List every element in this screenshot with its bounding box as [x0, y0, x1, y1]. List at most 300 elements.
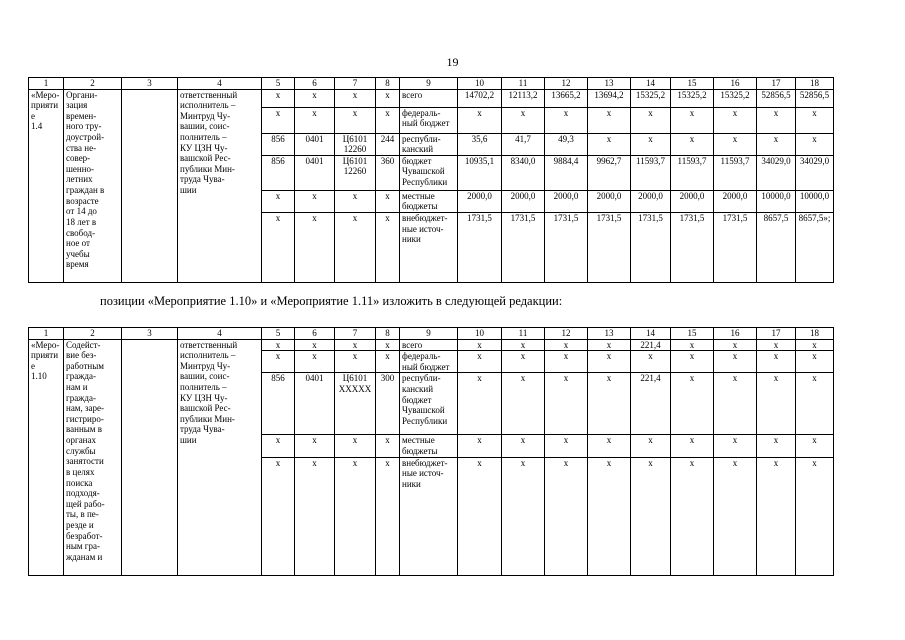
- column-number-row: [29, 328, 834, 340]
- column-number: 5: [262, 328, 295, 340]
- executor-line: полнитель –: [180, 382, 227, 393]
- amount-cell: х: [588, 107, 631, 133]
- executor-line: вашской Рес-: [180, 153, 231, 164]
- target-article-cell: [335, 351, 376, 373]
- target-article-line: 12260: [343, 144, 367, 155]
- amount-cell: х: [714, 351, 757, 373]
- measure-number-line: 1.4: [31, 121, 43, 132]
- target-article-line: х: [352, 339, 358, 350]
- amount-cell: 1731,5: [458, 213, 502, 283]
- executor-line: Минтруд Чу-: [180, 360, 231, 371]
- target-article-cell: [335, 213, 376, 283]
- target-article-line: Ц6101: [342, 155, 368, 166]
- amount-cell: 52856,5: [757, 89, 796, 107]
- executor-line: труда Чува-: [180, 174, 225, 185]
- funding-source-cell: [400, 155, 458, 190]
- amount-cell: 2000,0: [545, 190, 588, 212]
- measure-name-line: ным гра-: [66, 541, 100, 552]
- executor-line: вашской Рес-: [180, 403, 231, 414]
- amount-cell: х: [458, 351, 502, 373]
- target-article-cell: [335, 373, 376, 435]
- funding-source-line: Республики: [402, 415, 448, 426]
- measure-name-line: ного тру-: [66, 121, 102, 132]
- measure-name-line: совер-: [66, 153, 91, 164]
- funding-source-cell: [400, 373, 458, 435]
- target-article-cell: [335, 457, 376, 575]
- funding-source-cell: [400, 213, 458, 283]
- executor-line: ответственный: [180, 339, 238, 350]
- grbs-code-cell: х: [262, 457, 295, 575]
- budget-table-measure-1-4: [28, 77, 834, 283]
- column-number: 14: [631, 78, 671, 90]
- amount-cell: х: [757, 435, 796, 457]
- column-number: 18: [796, 328, 834, 340]
- amendment-caption: позиции «Мероприятие 1.10» и «Мероприятие 1.11» изложить в следующей редакции:: [100, 294, 563, 308]
- amount-cell: х: [458, 373, 502, 435]
- target-article-line: Ц6101: [342, 133, 368, 144]
- amount-cell: х: [631, 107, 671, 133]
- expense-type-cell: х: [376, 457, 400, 575]
- amount-cell: х: [714, 339, 757, 351]
- measure-name-line: летних: [66, 174, 93, 185]
- amount-cell: х: [757, 107, 796, 133]
- grbs-code-cell: х: [262, 190, 295, 212]
- amount-cell: 10000,0: [796, 190, 834, 212]
- column-number: 16: [714, 78, 757, 90]
- target-article-line: х: [352, 190, 358, 201]
- amount-cell: 1731,5: [502, 213, 545, 283]
- grbs-code-cell: 856: [262, 155, 295, 190]
- measure-number-cell: [29, 339, 64, 575]
- amount-cell: 2000,0: [458, 190, 502, 212]
- target-article-cell: [335, 155, 376, 190]
- measure-number-line: «Меро-: [31, 339, 60, 350]
- measure-name-line: 18 лет в: [66, 216, 97, 227]
- amount-cell: х: [714, 107, 757, 133]
- funding-source-line: республи-: [402, 133, 441, 144]
- measure-number-line: приятие: [31, 350, 59, 371]
- amount-cell: х: [458, 435, 502, 457]
- amount-cell: х: [671, 133, 714, 155]
- blank-column-cell: [122, 339, 178, 575]
- section-code-cell: х: [295, 351, 335, 373]
- section-code-cell: х: [295, 457, 335, 575]
- amount-cell: х: [757, 373, 796, 435]
- measure-name-line: Содейст-: [66, 339, 101, 350]
- executor-cell: [178, 339, 262, 575]
- funding-source-cell: [400, 339, 458, 351]
- amount-cell: х: [458, 457, 502, 575]
- funding-source-line: всего: [402, 339, 423, 350]
- amount-cell: х: [757, 351, 796, 373]
- measure-number-cell: [29, 89, 64, 282]
- target-article-line: х: [352, 107, 358, 118]
- funding-source-line: Чувашской: [402, 166, 445, 177]
- executor-line: шии: [180, 435, 197, 446]
- amount-cell: х: [671, 339, 714, 351]
- target-article-line: х: [352, 435, 358, 446]
- funding-source-line: внебюджет-: [402, 457, 448, 468]
- funding-source-line: ный бюджет: [402, 118, 450, 129]
- measure-name-line: работным: [66, 360, 104, 371]
- funding-source-line: ные источ-: [402, 468, 444, 479]
- measure-name-line: вие без-: [66, 350, 97, 361]
- section-code-cell: х: [295, 190, 335, 212]
- funding-source-cell: [400, 351, 458, 373]
- funding-source-line: канский: [402, 144, 434, 155]
- amount-cell: 41,7: [502, 133, 545, 155]
- target-article-line: х: [352, 457, 358, 468]
- amount-cell: х: [714, 133, 757, 155]
- amount-cell: х: [502, 373, 545, 435]
- funding-source-line: канский: [402, 384, 434, 395]
- target-article-line: х: [352, 213, 358, 224]
- amount-cell: 2000,0: [502, 190, 545, 212]
- measure-name-line: щей рабо-: [66, 498, 105, 509]
- column-number: 16: [714, 328, 757, 340]
- executor-line: Минтруд Чу-: [180, 110, 231, 121]
- executor-line: исполнитель –: [180, 350, 236, 361]
- measure-name-line: резде и: [66, 519, 94, 530]
- amount-cell: 34029,0: [757, 155, 796, 190]
- target-article-cell: [335, 133, 376, 155]
- amount-cell: х: [502, 107, 545, 133]
- measure-name-line: от 14 до: [66, 206, 97, 217]
- amount-cell: х: [502, 339, 545, 351]
- amount-cell: х: [671, 435, 714, 457]
- amount-cell: 15325,2: [631, 89, 671, 107]
- column-number: 15: [671, 328, 714, 340]
- amount-cell: 2000,0: [588, 190, 631, 212]
- table-row: [29, 89, 834, 107]
- column-number: 2: [64, 78, 122, 90]
- expense-type-cell: х: [376, 213, 400, 283]
- amount-cell: 11593,7: [631, 155, 671, 190]
- budget-table-measure-1-10: [28, 327, 834, 576]
- measure-name-line: подходя-: [66, 488, 100, 499]
- measure-name-line: гистриро-: [66, 413, 104, 424]
- column-number: 7: [335, 78, 376, 90]
- grbs-code-cell: 856: [262, 373, 295, 435]
- column-number: 17: [757, 78, 796, 90]
- funding-source-line: республи-: [402, 373, 441, 384]
- amount-cell: 2000,0: [631, 190, 671, 212]
- amount-cell: х: [545, 373, 588, 435]
- measure-name-cell: [64, 89, 122, 282]
- amount-cell: 9962,7: [588, 155, 631, 190]
- funding-source-cell: [400, 133, 458, 155]
- amount-cell: х: [502, 435, 545, 457]
- column-number: 15: [671, 78, 714, 90]
- page-number: 19: [446, 55, 459, 69]
- amount-cell: 1731,5: [714, 213, 757, 283]
- column-number: 12: [545, 78, 588, 90]
- funding-source-line: ный бюджет: [402, 361, 450, 372]
- column-number: 12: [545, 328, 588, 340]
- funding-source-line: внебюджет-: [402, 213, 448, 224]
- grbs-code-cell: х: [262, 89, 295, 107]
- executor-line: труда Чува-: [180, 424, 225, 435]
- amount-cell: 11593,7: [671, 155, 714, 190]
- column-number: 4: [178, 78, 262, 90]
- amount-cell: х: [588, 351, 631, 373]
- column-number: 10: [458, 78, 502, 90]
- amount-cell: х: [796, 133, 834, 155]
- measure-name-line: граждан в: [66, 185, 105, 196]
- amount-cell: х: [796, 373, 834, 435]
- measure-name-line: органах: [66, 435, 96, 446]
- measure-name-line: Органи-: [66, 89, 98, 100]
- expense-type-cell: х: [376, 339, 400, 351]
- amount-cell: х: [714, 457, 757, 575]
- column-number: 8: [376, 328, 400, 340]
- executor-line: вашии, соис-: [180, 371, 230, 382]
- amount-cell: 10000,0: [757, 190, 796, 212]
- target-article-cell: [335, 89, 376, 107]
- column-number: 13: [588, 78, 631, 90]
- amount-cell: х: [588, 457, 631, 575]
- amount-cell: х: [545, 435, 588, 457]
- target-article-line: ХХХХХ: [338, 384, 372, 395]
- funding-source-cell: [400, 435, 458, 457]
- amount-cell: 2000,0: [671, 190, 714, 212]
- amount-cell: х: [588, 133, 631, 155]
- section-code-cell: 0401: [295, 373, 335, 435]
- target-article-line: 12260: [343, 166, 367, 177]
- column-number: 3: [122, 78, 178, 90]
- amount-cell: х: [458, 339, 502, 351]
- expense-type-cell: х: [376, 190, 400, 212]
- amount-cell: х: [671, 107, 714, 133]
- funding-source-line: ники: [402, 234, 421, 245]
- funding-source-cell: [400, 457, 458, 575]
- amount-cell: 1731,5: [588, 213, 631, 283]
- amount-cell: х: [671, 373, 714, 435]
- amount-cell: х: [796, 107, 834, 133]
- table-row: [29, 339, 834, 351]
- amount-cell: 49,3: [545, 133, 588, 155]
- column-number: 4: [178, 328, 262, 340]
- grbs-code-cell: х: [262, 435, 295, 457]
- measure-name-line: время: [66, 259, 89, 270]
- amount-cell: 15325,2: [714, 89, 757, 107]
- expense-type-cell: х: [376, 351, 400, 373]
- amount-cell: 15325,2: [671, 89, 714, 107]
- amount-cell: 2000,0: [714, 190, 757, 212]
- executor-line: публики Мин-: [180, 163, 235, 174]
- amount-cell: 52856,5: [796, 89, 834, 107]
- funding-source-cell: [400, 107, 458, 133]
- grbs-code-cell: х: [262, 339, 295, 351]
- measure-name-line: свобод-: [66, 227, 96, 238]
- target-article-cell: [335, 339, 376, 351]
- section-code-cell: х: [295, 89, 335, 107]
- measure-name-line: службы: [66, 445, 96, 456]
- amount-cell: х: [714, 373, 757, 435]
- expense-type-cell: 300: [376, 373, 400, 435]
- measure-number-line: «Меро-: [31, 89, 60, 100]
- amount-cell: х: [671, 457, 714, 575]
- measure-name-cell: [64, 339, 122, 575]
- column-number: 8: [376, 78, 400, 90]
- expense-type-cell: х: [376, 107, 400, 133]
- funding-source-line: федераль-: [402, 107, 441, 118]
- amount-cell: 1731,5: [671, 213, 714, 283]
- funding-source-line: Республики: [402, 177, 448, 188]
- grbs-code-cell: 856: [262, 133, 295, 155]
- measure-name-line: в целях: [66, 466, 95, 477]
- funding-source-cell: [400, 190, 458, 212]
- amount-cell: х: [796, 339, 834, 351]
- column-number-row: [29, 78, 834, 90]
- measure-number-line: 1.10: [31, 371, 47, 382]
- amount-cell: х: [796, 457, 834, 575]
- funding-source-line: ники: [402, 478, 421, 489]
- executor-line: публики Мин-: [180, 413, 235, 424]
- section-code-cell: х: [295, 339, 335, 351]
- target-article-cell: [335, 190, 376, 212]
- amount-cell: 12113,2: [502, 89, 545, 107]
- funding-source-line: федераль-: [402, 351, 441, 362]
- funding-source-line: местные: [402, 435, 435, 446]
- funding-source-line: ные источ-: [402, 223, 444, 234]
- executor-line: исполнитель –: [180, 100, 236, 111]
- amount-cell: х: [631, 457, 671, 575]
- column-number: 1: [29, 328, 64, 340]
- amount-cell: 221,4: [631, 373, 671, 435]
- measure-name-line: учебы: [66, 248, 90, 259]
- amount-cell: х: [796, 351, 834, 373]
- funding-source-line: всего: [402, 89, 423, 100]
- amount-cell: х: [757, 457, 796, 575]
- amount-cell: х: [502, 457, 545, 575]
- column-number: 9: [400, 78, 458, 90]
- measure-name-line: безработ-: [66, 530, 103, 541]
- measure-name-line: шенно-: [66, 163, 95, 174]
- measure-name-line: занятости: [66, 456, 104, 467]
- target-article-cell: [335, 435, 376, 457]
- amount-cell: х: [796, 435, 834, 457]
- column-number: 3: [122, 328, 178, 340]
- amount-cell: х: [588, 435, 631, 457]
- amount-cell: 221,4: [631, 339, 671, 351]
- expense-type-cell: х: [376, 89, 400, 107]
- column-number: 18: [796, 78, 834, 90]
- expense-type-cell: х: [376, 435, 400, 457]
- amount-cell: 13665,2: [545, 89, 588, 107]
- executor-line: ответственный: [180, 89, 238, 100]
- amount-cell: х: [631, 435, 671, 457]
- column-number: 1: [29, 78, 64, 90]
- grbs-code-cell: х: [262, 107, 295, 133]
- measure-name-line: доустрой-: [66, 132, 105, 143]
- blank-column-cell: [122, 89, 178, 282]
- measure-name-line: жданам и: [66, 551, 103, 562]
- column-number: 17: [757, 328, 796, 340]
- measure-name-line: ное от: [66, 238, 90, 249]
- amount-cell: х: [545, 351, 588, 373]
- target-article-line: х: [352, 89, 358, 100]
- amount-cell: х: [588, 339, 631, 351]
- grbs-code-cell: х: [262, 351, 295, 373]
- column-number: 6: [295, 78, 335, 90]
- measure-name-line: нам, заре-: [66, 403, 105, 414]
- funding-source-line: местные: [402, 190, 435, 201]
- amount-cell: х: [545, 339, 588, 351]
- amount-cell: 1731,5: [631, 213, 671, 283]
- amount-cell: х: [545, 107, 588, 133]
- measure-name-line: зация: [66, 100, 88, 111]
- section-code-cell: х: [295, 107, 335, 133]
- amount-cell: 10935,1: [458, 155, 502, 190]
- funding-source-line: бюджеты: [402, 201, 438, 212]
- target-article-line: х: [352, 351, 358, 362]
- funding-source-line: бюджет: [402, 394, 432, 405]
- column-number: 5: [262, 78, 295, 90]
- column-number: 13: [588, 328, 631, 340]
- section-code-cell: 0401: [295, 133, 335, 155]
- amount-cell: 8657,5: [757, 213, 796, 283]
- measure-name-line: ванным в: [66, 424, 102, 435]
- measure-name-line: гражда-: [66, 392, 96, 403]
- amount-cell: х: [757, 133, 796, 155]
- funding-source-line: бюджеты: [402, 446, 438, 457]
- column-number: 14: [631, 328, 671, 340]
- column-number: 2: [64, 328, 122, 340]
- section-code-cell: х: [295, 435, 335, 457]
- amount-cell: х: [502, 351, 545, 373]
- amount-cell: 11593,7: [714, 155, 757, 190]
- funding-source-line: Чувашской: [402, 405, 445, 416]
- measure-name-line: нам и: [66, 382, 88, 393]
- target-article-cell: [335, 107, 376, 133]
- amount-cell: х: [588, 373, 631, 435]
- amount-cell: х: [631, 351, 671, 373]
- column-number: 11: [502, 78, 545, 90]
- executor-line: полнитель –: [180, 132, 227, 143]
- amount-cell: 9884,4: [545, 155, 588, 190]
- executor-line: КУ ЦЗН Чу-: [180, 142, 228, 153]
- measure-name-line: поиска: [66, 477, 93, 488]
- amount-cell: 13694,2: [588, 89, 631, 107]
- funding-source-line: бюджет: [402, 155, 432, 166]
- measure-name-line: ты, в пе-: [66, 509, 99, 520]
- amount-cell: 14702,2: [458, 89, 502, 107]
- amount-cell: 8340,0: [502, 155, 545, 190]
- amount-cell: х: [631, 133, 671, 155]
- measure-name-line: гражда-: [66, 371, 96, 382]
- amount-cell: х: [671, 351, 714, 373]
- measure-name-line: ства не-: [66, 142, 97, 153]
- amount-cell: 34029,0: [796, 155, 834, 190]
- section-code-cell: 0401: [295, 155, 335, 190]
- target-article-line: Ц6101: [342, 373, 368, 384]
- expense-type-cell: 360: [376, 155, 400, 190]
- grbs-code-cell: х: [262, 213, 295, 283]
- executor-line: вашии, соис-: [180, 121, 230, 132]
- column-number: 10: [458, 328, 502, 340]
- amount-cell: х: [757, 339, 796, 351]
- funding-source-cell: [400, 89, 458, 107]
- measure-name-line: возрасте: [66, 195, 99, 206]
- column-number: 7: [335, 328, 376, 340]
- column-number: 11: [502, 328, 545, 340]
- executor-line: шии: [180, 185, 197, 196]
- column-number: 6: [295, 328, 335, 340]
- measure-number-line: приятие: [31, 100, 59, 121]
- expense-type-cell: 244: [376, 133, 400, 155]
- amount-cell: 1731,5: [545, 213, 588, 283]
